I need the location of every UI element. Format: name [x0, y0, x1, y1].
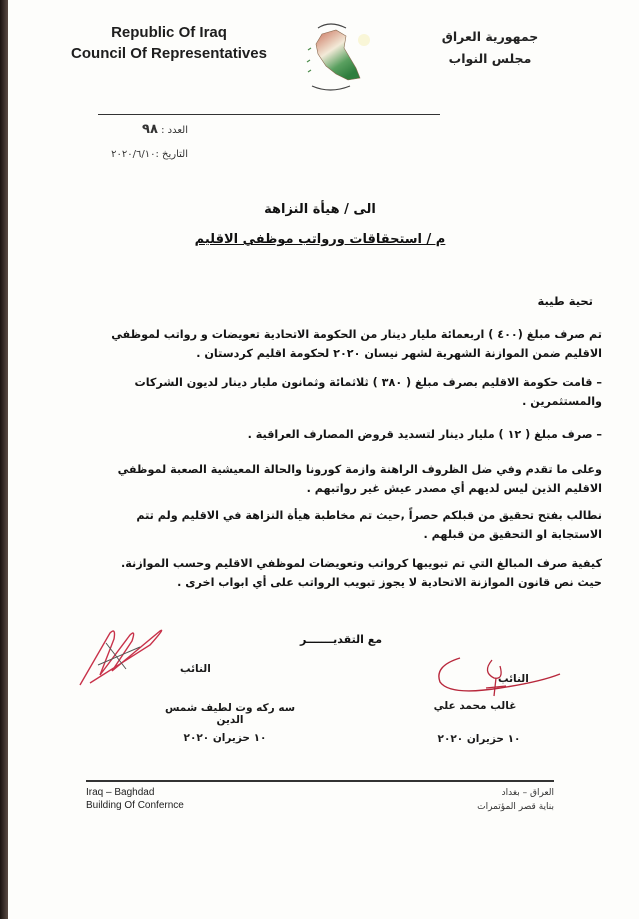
signatory-right-name: غالب محمد علي — [433, 700, 517, 712]
footer-english-line-1: Iraq – Baghdad — [86, 787, 155, 798]
addressee: الى / هيأة النزاهة — [264, 202, 376, 217]
letterhead-english — [64, 22, 274, 64]
footer-english-line-2: Building Of Confernce — [86, 800, 184, 811]
footer-arabic — [420, 786, 554, 814]
reference-number-value: ٩٨ — [142, 122, 158, 137]
paragraph-1: تم صرف مبلغ (٤٠٠ ) اربعمائة مليار دينار من الحكومة الاتحادية تعويضات و رواتب لموظفي الاقليم ضمن الموازنة الشهرية لشهر نيسان ٢٠٢٠ لحكومة اقليم كردستان . — [111, 328, 602, 360]
header-divider — [98, 114, 440, 115]
footer-english — [86, 786, 184, 812]
footer-arabic-line-2: بناية قصر المؤتمرات — [477, 802, 554, 812]
footer-divider — [86, 780, 554, 782]
paragraph-3: – صرف مبلغ ( ١٢ ) مليار دينار لتسديد قروض المصارف العراقية . — [247, 428, 602, 441]
reference-date-label: التاريخ : — [155, 149, 188, 160]
signature-left — [70, 625, 170, 694]
greeting: تحية طيبة — [537, 294, 593, 308]
paragraph-2: – قامت حكومة الاقليم بصرف مبلغ ( ٣٨٠ ) ثلاثمائة وثمانون مليار دينار لديون الشركات والمستثمرين . — [134, 376, 602, 408]
signatory-right-date: ١٠ حزيران ٢٠٢٠ — [437, 733, 521, 745]
reference-date-value: ٢٠٢٠/٦/١٠ — [111, 149, 156, 160]
reference-number-label: العدد : — [161, 125, 188, 136]
reference-date — [98, 143, 188, 167]
subject-text: م / استحقاقات ورواتب موظفي الاقليم — [194, 232, 446, 247]
paragraph-6: كيفية صرف المبالغ التي تم تبويبها كرواتب وتعويضات لموظفي الاقليم وحسب الموازنة. حيث نص قانون الموازنة الاتحادية لا يجوز تبويب الرواتب على أي ابواب اخرى . — [120, 557, 602, 589]
signatory-left-name: سه ركه وت لطيف شمس الدين — [164, 702, 296, 726]
letterhead-english-line-2: Council Of Representatives — [71, 45, 267, 62]
letterhead-arabic — [420, 26, 560, 70]
paragraph-5: نطالب بفتح تحقيق من قبلكم حصراً ,حيث تم مخاطبة هيأة النزاهة في الاقليم ولم تتم الاستجابة او التحقيق من قبلهم . — [136, 509, 602, 541]
reference-block — [98, 118, 188, 167]
reference-number — [98, 118, 188, 143]
iraq-map-emblem-icon — [290, 10, 372, 100]
signatory-left-date: ١٠ حزيران ٢٠٢٠ — [183, 732, 267, 744]
letterhead-arabic-line-1: جمهورية العراق — [441, 29, 539, 44]
letterhead-arabic-line-2: مجلس النواب — [448, 51, 532, 66]
paragraph-4: وعلى ما تقدم وفي ضل الظروف الراهنة وازمة كورونا والحالة المعيشية الصعبة لموظفي الاقليم الذين ليس لديهم أي مصدر عيش غير رواتبهم . — [117, 463, 602, 495]
subject-line — [100, 232, 540, 247]
signatory-right-title: النائب — [498, 673, 529, 685]
footer-arabic-line-1: العراق – بغداد — [501, 788, 554, 798]
closing: مع التقديـــــــر — [300, 633, 383, 646]
signatory-left-title: النائب — [180, 663, 211, 675]
letterhead-english-line-1: Republic Of Iraq — [111, 24, 227, 41]
